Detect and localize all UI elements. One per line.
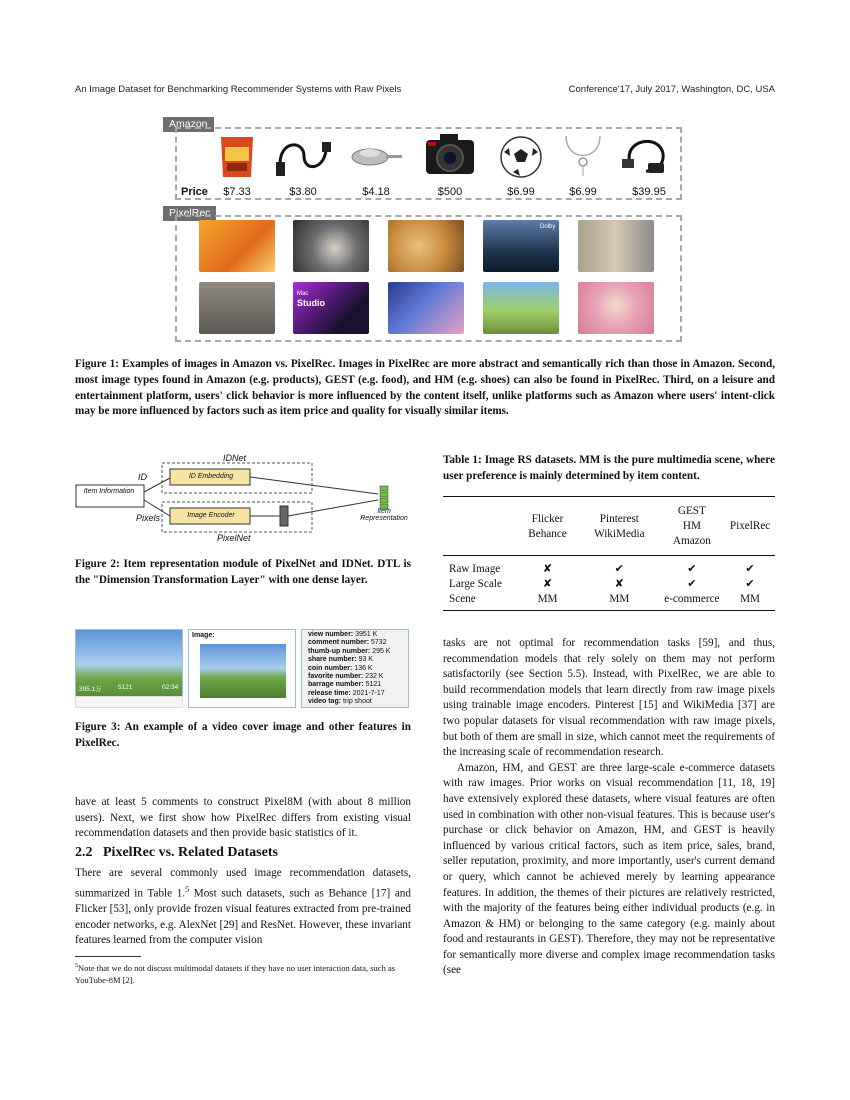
mac-text: Mac bbox=[297, 291, 309, 297]
price-2: $3.80 bbox=[289, 186, 317, 198]
table-top-rule bbox=[443, 496, 775, 497]
table-cell: ✘ bbox=[542, 563, 553, 575]
figurine-thumbnail bbox=[199, 282, 275, 334]
table-row-label: Raw Image bbox=[449, 563, 501, 575]
soccer-ball-image bbox=[491, 132, 551, 182]
figure-2-caption: Figure 2: Item representation module of PixelNet and IDNet. DTL is the "Dimension Transformation Layer" with one dense layer. bbox=[75, 558, 411, 586]
right-column-text bbox=[443, 636, 775, 979]
price-6: $6.99 bbox=[569, 186, 597, 198]
pixelrec-tag: PixelRec bbox=[163, 206, 216, 221]
pixelnet-label: PixelNet bbox=[217, 533, 251, 543]
left-paragraph-2 bbox=[75, 866, 411, 949]
table-row bbox=[443, 577, 775, 592]
stat-row bbox=[308, 656, 402, 664]
view-count: 395.1万 bbox=[79, 686, 102, 693]
table-header-pixelrec: PixelRec bbox=[729, 520, 771, 532]
id-label: ID bbox=[138, 472, 147, 482]
usb-cable-image bbox=[273, 132, 333, 182]
food-thumbnail bbox=[388, 220, 464, 272]
necklace-image bbox=[553, 132, 613, 182]
table-cell: ✘ bbox=[614, 578, 625, 590]
stat-row bbox=[308, 648, 402, 656]
table-row-label: Large Scale bbox=[449, 578, 502, 590]
stat-label: thumb-up number: bbox=[308, 647, 371, 655]
stat-label: favorite number: bbox=[308, 673, 364, 681]
image-panel-label: Image: bbox=[192, 632, 215, 639]
stat-row bbox=[308, 673, 402, 681]
footnote-number: 5 bbox=[75, 963, 78, 969]
item-representation-label: Item Representation bbox=[360, 508, 408, 522]
price-3: $4.18 bbox=[362, 186, 390, 198]
camera-image bbox=[420, 130, 480, 180]
stat-label: view number: bbox=[308, 631, 354, 638]
section-title: PixelRec vs. Related Datasets bbox=[103, 845, 278, 860]
left-paragraph-2-start: There are several commonly used image recommendation datasets, summarized in Table 1. bbox=[75, 867, 411, 900]
stat-row bbox=[308, 631, 402, 639]
stat-label: share number: bbox=[308, 656, 357, 664]
stat-row bbox=[308, 690, 402, 698]
stat-label: release time: bbox=[308, 689, 351, 697]
price-label: Price bbox=[181, 186, 208, 198]
id-embedding-label: ID Embedding bbox=[188, 473, 234, 480]
table-row-label: Scene bbox=[449, 593, 476, 605]
footnote-rule bbox=[75, 956, 141, 957]
cookware-image bbox=[346, 132, 406, 182]
cartoon-thumbnail bbox=[199, 220, 275, 272]
figure-1-caption: Figure 1: Examples of images in Amazon vs. PixelRec. Images in PixelRec are more abstract and semantically rich than those in Amazon. Second, most image types found in Amazon (e.g. products), GEST (e.g. food), and HM (e.g. shoes) can also be found in PixelRec. Third, on a leisure and entertainment platform, users' click behavior is more influenced by the content itself, unlike platforms such as Amazon where users' intent-click may be more influenced by factors such as item price and quality for visually similar items. bbox=[75, 358, 775, 418]
stat-value: 136 K bbox=[354, 664, 373, 672]
price-5: $6.99 bbox=[507, 186, 535, 198]
table-cell: ✔ bbox=[745, 563, 755, 575]
table-cell: MM bbox=[740, 593, 761, 605]
mac-studio-thumbnail bbox=[293, 282, 369, 334]
running-header-right: Conference'17, July 2017, Washington, DC, USA bbox=[568, 84, 775, 95]
studio-text: Studio bbox=[297, 298, 325, 308]
table-1-caption: Table 1: Image RS datasets. MM is the pure multimedia scene, where user preference is mainly determined by item content. bbox=[443, 454, 775, 482]
table-row bbox=[443, 556, 775, 578]
stat-row bbox=[308, 681, 402, 689]
table-cell: ✔ bbox=[745, 578, 755, 590]
stat-value: 5732 bbox=[371, 639, 387, 647]
left-paragraph-1: have at least 5 comments to construct Pixel8M (with about 8 million users). Next, we first show how PixelRec differs from existing visual recommendation datasets and then provide basic statistics of it. bbox=[75, 796, 411, 840]
stat-value: trip shoot bbox=[343, 698, 372, 706]
table-cell: MM bbox=[537, 593, 558, 605]
price-4: $500 bbox=[437, 186, 463, 198]
table-header-blank bbox=[443, 498, 515, 556]
comment-count: 5121 bbox=[118, 684, 133, 691]
car-crash-thumbnail bbox=[293, 220, 369, 272]
stat-row bbox=[308, 639, 402, 647]
footnote bbox=[75, 960, 411, 986]
table-cell: ✔ bbox=[687, 563, 697, 575]
chips-bag-image bbox=[207, 132, 267, 182]
table-1 bbox=[443, 498, 775, 611]
table-row bbox=[443, 592, 775, 611]
stat-row bbox=[308, 665, 402, 673]
sneaker-thumbnail bbox=[388, 282, 464, 334]
stat-label: comment number: bbox=[308, 639, 370, 647]
cable-adapter-image bbox=[619, 132, 679, 182]
table-header-flicker: Flicker Behance bbox=[528, 512, 567, 540]
pixels-label: Pixels bbox=[136, 513, 161, 523]
minecraft-thumbnail bbox=[483, 282, 559, 334]
table-header-gest: GEST HM Amazon bbox=[672, 505, 711, 547]
stat-row bbox=[308, 698, 402, 706]
figure-3-caption: Figure 3: An example of a video cover image and other features in PixelRec. bbox=[75, 721, 411, 749]
price-1: $7.33 bbox=[223, 186, 251, 198]
stat-value: 232 K bbox=[365, 673, 384, 681]
price-7: $39.95 bbox=[632, 186, 666, 198]
portrait-thumbnail bbox=[578, 220, 654, 272]
image-encoder-label: Image Encoder bbox=[187, 512, 235, 519]
amazon-tag: Amazon bbox=[163, 117, 214, 132]
stats-panel bbox=[301, 629, 409, 708]
stat-label: coin number: bbox=[308, 664, 353, 672]
section-number: 2.2 bbox=[75, 845, 93, 860]
section-heading bbox=[75, 845, 278, 861]
cover-image-copy bbox=[200, 644, 286, 698]
table-header-pinterest: Pinterest WikiMedia bbox=[594, 512, 645, 540]
table-cell: e-commerce bbox=[664, 593, 720, 605]
left-paragraph-2-rest: Most such datasets, such as Behance [17] and Flicker [53], only provide frozen visual features extracted from pre-trained encoder networks, e.g. AlexNet [29] and ResNet. However, these invariant features learned from the computer vision bbox=[75, 887, 411, 947]
stat-value: 5121 bbox=[365, 681, 382, 689]
stat-label: video tag: bbox=[308, 698, 342, 706]
video-action-bar bbox=[75, 696, 183, 708]
footnote-ref: 5 bbox=[185, 884, 190, 894]
idnet-label: IDNet bbox=[223, 453, 247, 463]
dog-balls-thumbnail bbox=[578, 282, 654, 334]
stat-value: 2021-7-17 bbox=[352, 689, 385, 697]
dolby-logo-text: Dolby bbox=[540, 224, 556, 230]
table-cell: ✔ bbox=[687, 578, 697, 590]
footnote-text: Note that we do not discuss multimodal datasets if they have no user interaction data, such as YouTube-8M [2]. bbox=[75, 962, 396, 985]
stat-value: 295 K bbox=[372, 647, 391, 655]
stat-value: 3951 K bbox=[355, 631, 378, 638]
item-info-label: Item Information bbox=[83, 488, 135, 495]
duration: 02:34 bbox=[162, 684, 179, 691]
right-paragraph-2: Amazon, HM, and GEST are three large-scale e-commerce datasets with raw images. Prior works on visual recommendation [11, 18, 19] have extensively explored these datasets, where visual features are often used in combination with other non-visual features. This is because user's purchase or click behavior on Amazon, HM, and GEST is heavily influenced by various critical factors, such as item price, sales, brand, seller reputation, proximity, and more importantly, user's current demand or query, which cannot be achieved merely by learning appearance features. In addition, the themes of their pictures are relatively restricted, with the majority of the features being either individual products (e.g. in Amazon & HM) or belonging to the same category (e.g. mainly about food and restaurants in GEST). Therefore, they may not be representative for semantically more diverse and complex image recommendation tasks (see bbox=[443, 761, 775, 977]
table-cell: ✘ bbox=[542, 578, 553, 590]
right-paragraph-1: tasks are not optimal for recommendation tasks [59], and thus, recommendation models that rely solely on them may not perform satisfactorily (see Section 5.5). Instead, with PixelRec, we are able to build recommendation models that learn directly from raw image pixels using trainable image encoders. Pinterest [15] and WikiMedia [37] are two popular datasets for visual recommendation with raw image pixels, but both of them are small in size, which cannot meet the requirements of the increasing scale of recommendation research. bbox=[443, 637, 775, 759]
stat-label: barrage number: bbox=[308, 681, 364, 689]
table-cell: MM bbox=[609, 593, 630, 605]
running-header-left: An Image Dataset for Benchmarking Recommender Systems with Raw Pixels bbox=[75, 84, 402, 95]
stat-value: 93 K bbox=[358, 656, 373, 664]
table-cell: ✔ bbox=[614, 563, 625, 575]
